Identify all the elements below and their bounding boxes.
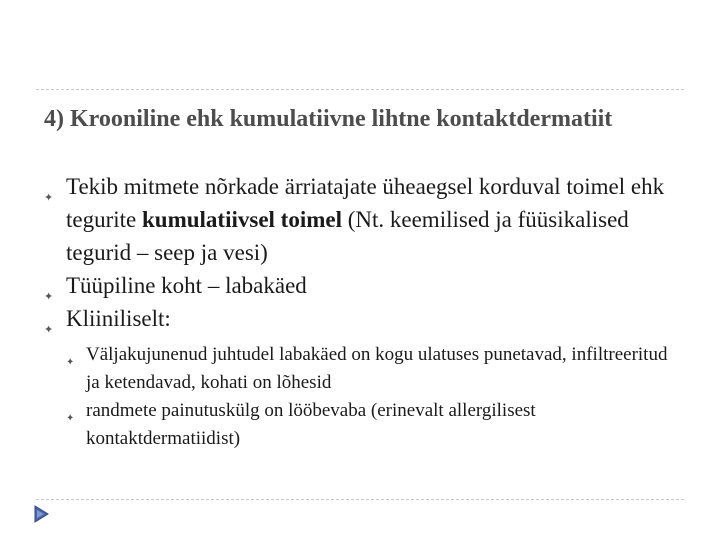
sub-bullet-list bbox=[66, 341, 684, 453]
diamond-bullet-icon: ✦ bbox=[44, 191, 54, 204]
bullet-1-text-before: Tekib mitmete nõrkade ärriatajate üheaegsel korduval toimel ehk tegurite bbox=[66, 174, 665, 232]
sub-bullet-1-text: Väljakujunenud juhtudel labakäed on kogu ulatuses punetavad, infiltreeritud ja ketendavad, kohati on lõhesid bbox=[86, 344, 668, 393]
bullet-2-text: Tüüpiline koht – labakäed bbox=[66, 273, 307, 298]
nav-arrow-icon[interactable] bbox=[34, 505, 50, 523]
top-divider bbox=[36, 89, 684, 90]
diamond-bullet-icon: ✦ bbox=[66, 413, 75, 424]
bullet-item-1 bbox=[44, 170, 684, 269]
slide-title: 4) Krooniline ehk kumulatiivne lihtne kontaktdermatiit bbox=[44, 106, 613, 132]
diamond-bullet-icon: ✦ bbox=[44, 323, 54, 336]
diamond-bullet-icon: ✦ bbox=[44, 290, 54, 303]
bullet-3-text: Kliiniliselt: bbox=[66, 306, 171, 331]
bullet-1-text-after: (Nt. keemilised ja füüsikalised tegurid – seep ja vesi) bbox=[66, 207, 629, 265]
sub-bullet-item-2 bbox=[66, 397, 684, 453]
sub-bullet-2-text: randmete painutuskülg on lööbevaba (erinevalt allergilisest kontaktdermatiidist) bbox=[86, 400, 536, 449]
diamond-bullet-icon: ✦ bbox=[66, 357, 75, 368]
sub-bullet-item-1 bbox=[66, 341, 684, 397]
bottom-divider bbox=[36, 499, 684, 500]
bullet-item-2 bbox=[44, 269, 684, 302]
bullet-item-3 bbox=[44, 302, 684, 453]
bullet-list bbox=[44, 170, 684, 453]
bullet-1-bold-text: kumulatiivsel toimel bbox=[142, 207, 342, 232]
